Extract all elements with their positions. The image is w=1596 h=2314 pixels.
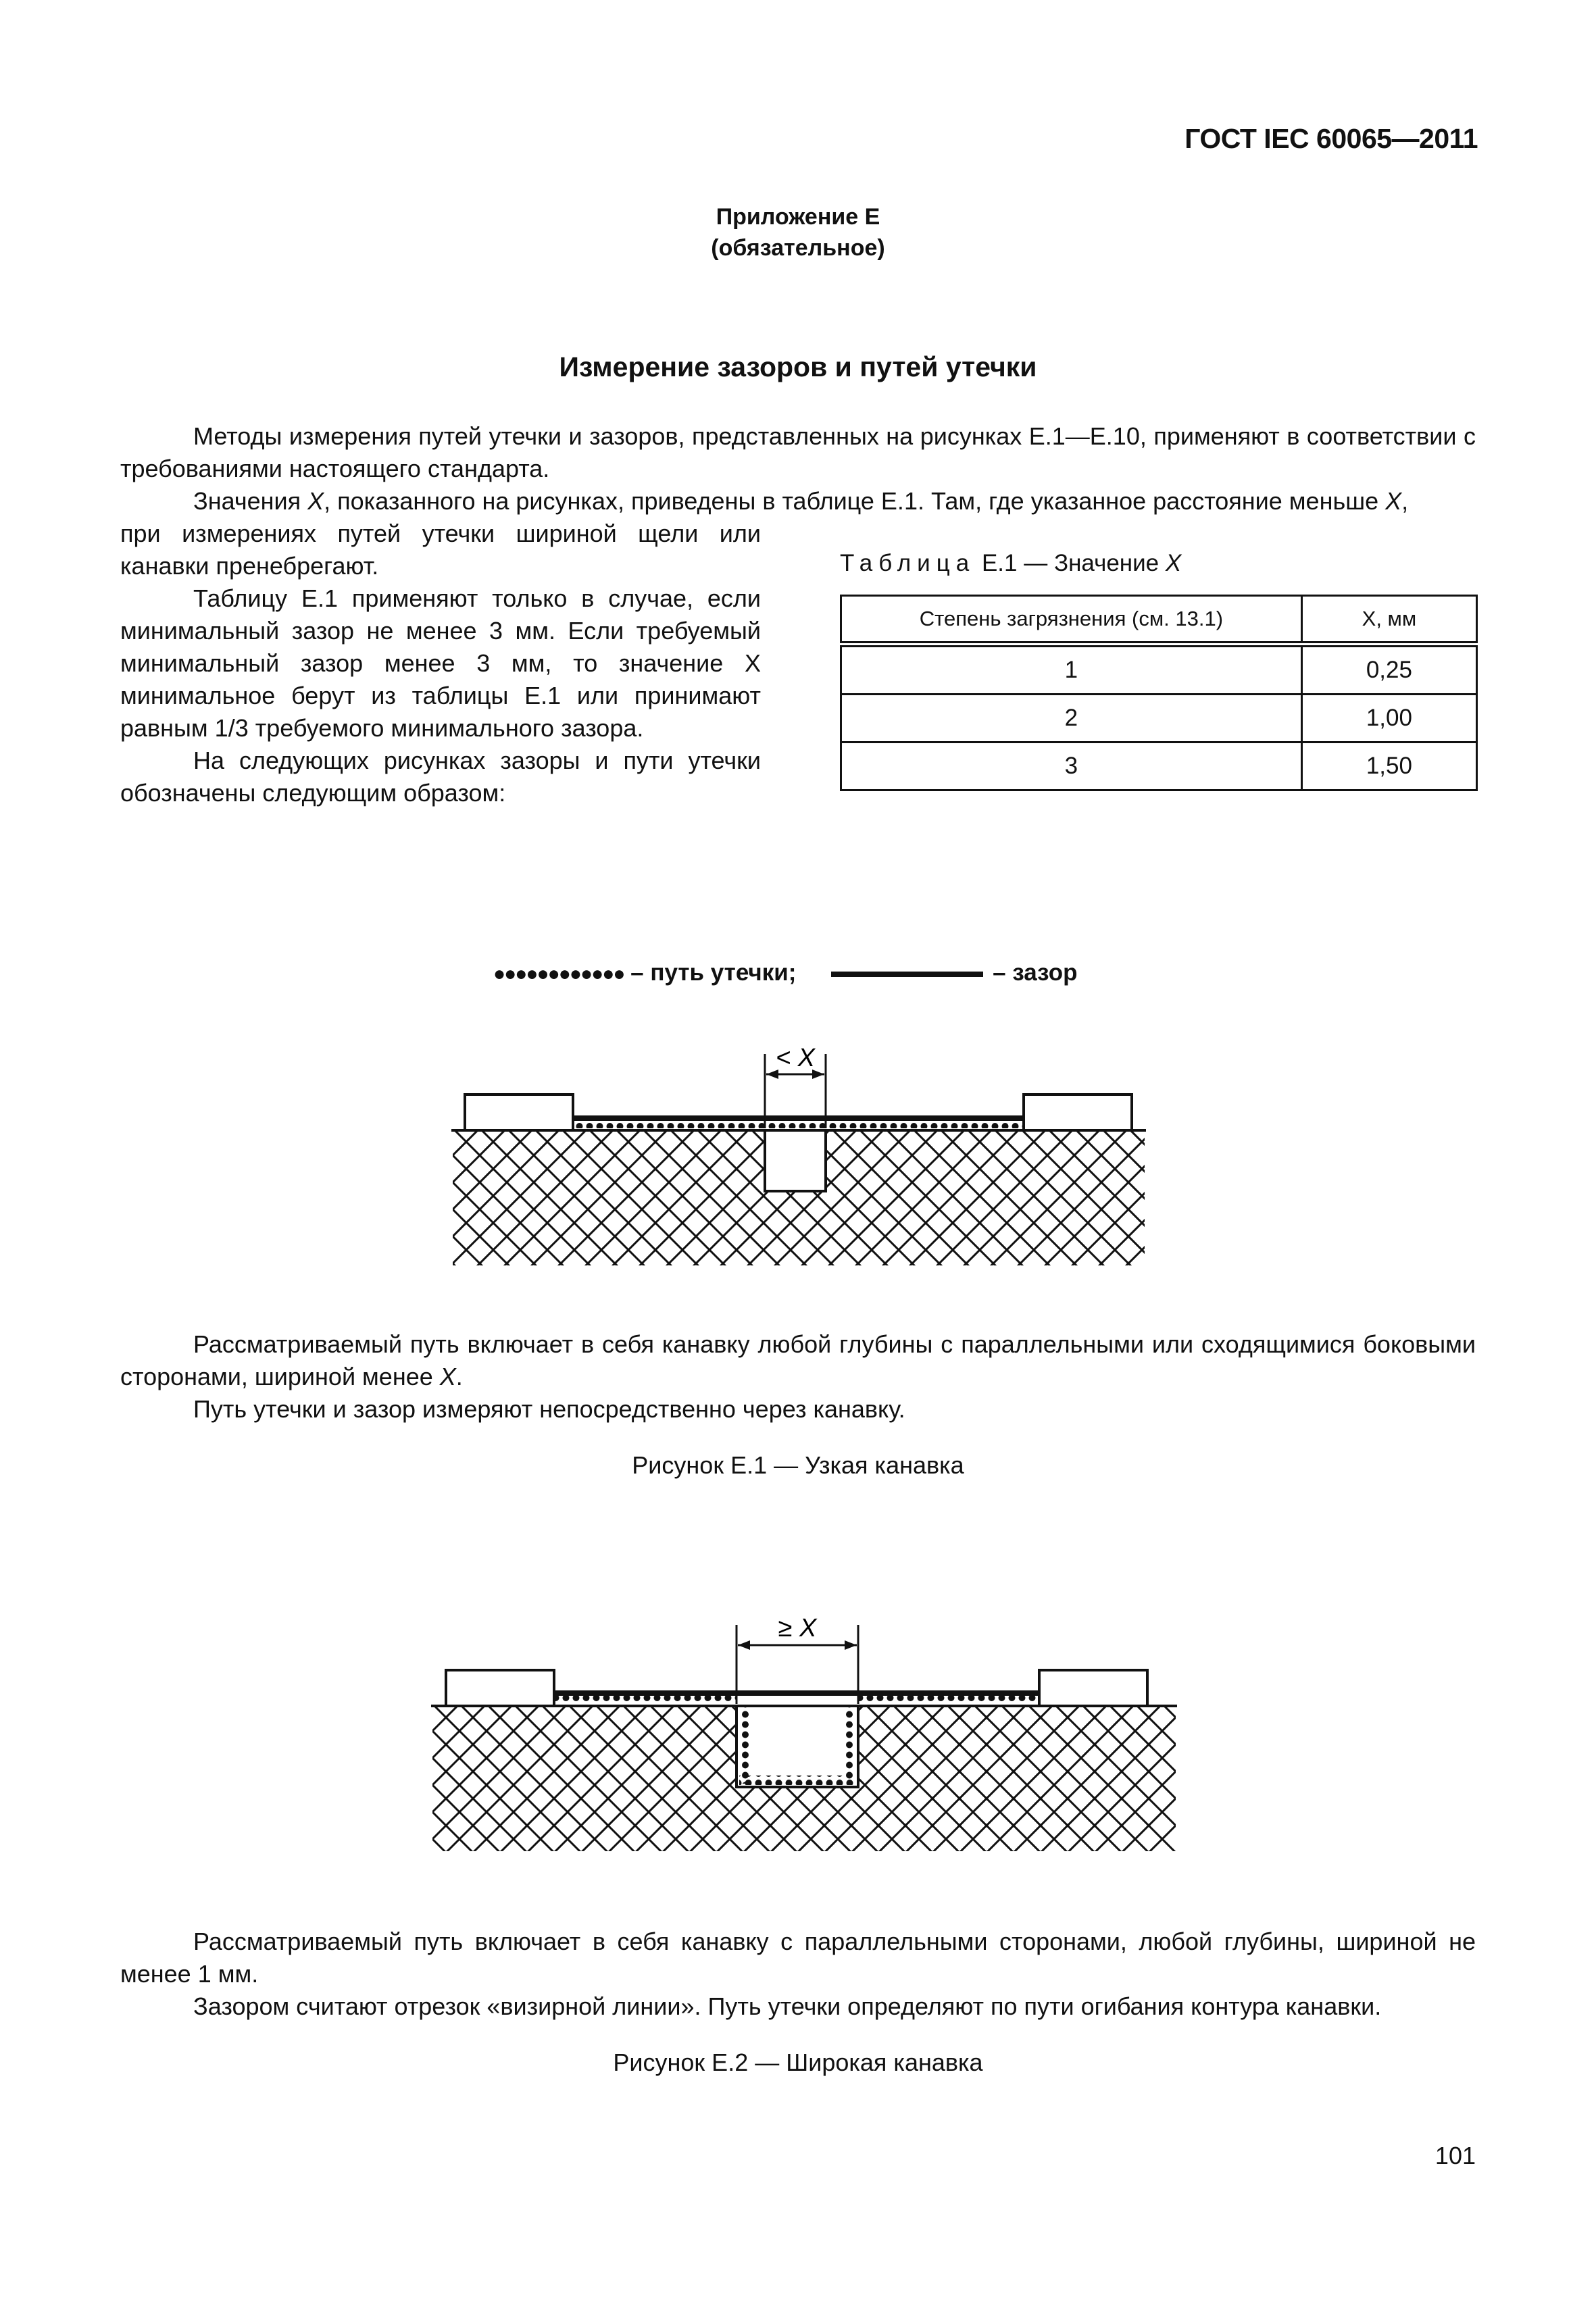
figure-e1-narrow-groove: [432, 1027, 1176, 1270]
paragraph-2-x: X: [307, 487, 324, 515]
creepage-path-groove-left: [739, 1706, 749, 1784]
table-row: [841, 695, 1477, 743]
figure-e2-text-2: Зазором считают отрезок «визирной линии». Путь утечки определяют по пути огибания контура канавки.: [193, 1992, 1382, 2020]
narrow-groove: [765, 1130, 826, 1191]
page-number: 101: [1435, 2142, 1476, 2169]
conductor-left: [446, 1670, 554, 1706]
figure-e1-dim-label: < X: [775, 1044, 816, 1072]
legend-clearance-line: [831, 972, 983, 977]
table-e1: [840, 595, 1478, 791]
conductor-right: [1039, 1670, 1147, 1706]
table-cell: 0,25: [1301, 645, 1476, 695]
legend-dots: ●●●●●●●●●●●●: [493, 963, 624, 985]
figure-e1-text-1-start: Рассматриваемый путь включает в себя канавку любой глубины с параллельными или сходящимися боковыми сторонами, шириной менее: [120, 1330, 1476, 1390]
figure-e1-text-2: Путь утечки и зазор измеряют непосредственно через канавку.: [193, 1395, 905, 1423]
figure-e2-text-1: Рассматриваемый путь включает в себя канавку с параллельными сторонами, любой глубины, шириной не менее 1 мм.: [120, 1928, 1476, 1988]
creepage-path-left: [554, 1694, 737, 1704]
figure-e2-dim-label: ≥ X: [778, 1614, 817, 1642]
paragraph-2-x2: X: [1385, 487, 1402, 515]
figure-e1-caption: Рисунок Е.1 — Узкая канавка: [632, 1451, 964, 1479]
legend: [493, 959, 1077, 986]
creepage-path-groove-bottom: [739, 1776, 855, 1785]
table-caption-x: X: [1165, 550, 1182, 576]
figure-e1-text-1: [120, 1328, 1476, 1393]
figure-e1-text-1-end: .: [455, 1363, 463, 1390]
figure-e1-text-1-x: X: [439, 1363, 456, 1390]
conductor-left: [465, 1095, 573, 1130]
table-cell: 3: [841, 743, 1302, 790]
table-header-cell: X, мм: [1301, 596, 1476, 645]
paragraph-3: Таблицу Е.1 применяют только в случае, если минимальный зазор не менее 3 мм. Если требуемый минимальный зазор менее 3 мм, то значение X минимальное берут из таблицы Е.1 или принимают равным 1/3 требуемого минимального зазора.: [120, 584, 761, 742]
creepage-path-right: [858, 1694, 1039, 1704]
standard-header: ГОСТ IEC 60065—2011: [1184, 123, 1478, 154]
table-caption-rest: Е.1 — Значение: [975, 550, 1166, 576]
legend-clearance-label: – зазор: [993, 959, 1078, 986]
paragraph-2-mid: , показанного на рисунках, приведены в таблице Е.1. Там, где указанное расстояние меньше: [324, 487, 1386, 515]
section-title: Измерение зазоров и путей утечки: [559, 351, 1037, 382]
table-header-cell: Степень загрязнения (см. 13.1): [841, 596, 1302, 645]
table-caption: [840, 550, 1181, 577]
conductor-right: [1024, 1095, 1132, 1130]
annex-status: (обязательное): [711, 235, 885, 261]
wide-groove: [737, 1706, 858, 1787]
table-cell: 1,50: [1301, 743, 1476, 790]
legend-creepage-label: – путь утечки;: [624, 959, 797, 986]
paragraph-4: На следующих рисунках зазоры и пути утечки обозначены следующим образом:: [120, 747, 761, 807]
paragraph-2-continuation: при измерениях путей утечки шириной щели или канавки пренебрегают.: [120, 520, 761, 580]
creepage-path-groove-right: [846, 1706, 855, 1784]
figure-e2-caption: Рисунок Е.2 — Широкая канавка: [613, 2048, 983, 2076]
paragraph-1: Методы измерения путей утечки и зазоров, представленных на рисунках Е.1—Е.10, применяют в соответствии с требованиями настоящего стандарта.: [120, 422, 1476, 482]
table-header-row: [841, 596, 1477, 645]
table-row: [841, 743, 1477, 790]
paragraph-2: [120, 485, 1476, 518]
figure-e2-wide-groove: [419, 1608, 1189, 1865]
table-cell: 1: [841, 645, 1302, 695]
paragraph-2-start: Значения: [193, 487, 308, 515]
table-caption-label: Таблица: [840, 550, 976, 576]
paragraph-2-end: ,: [1401, 487, 1409, 515]
table-cell: 1,00: [1301, 695, 1476, 743]
table-row: [841, 645, 1477, 695]
annex-title: Приложение Е: [716, 204, 880, 230]
table-cell: 2: [841, 695, 1302, 743]
